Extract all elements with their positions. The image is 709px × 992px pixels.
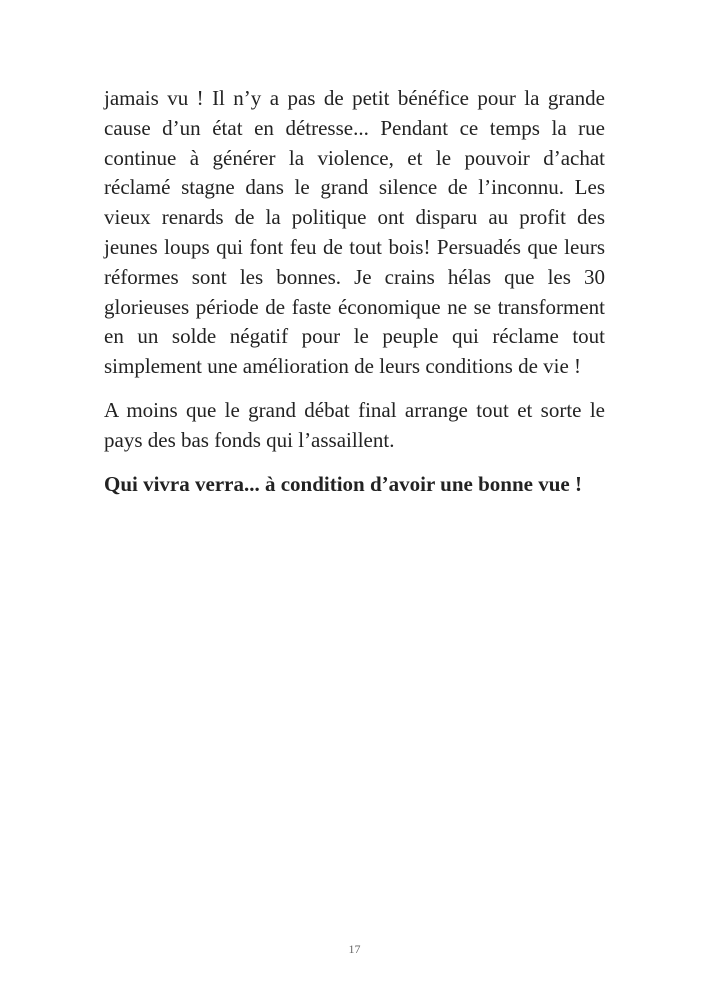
page-number: 17 <box>348 942 361 956</box>
paragraph-2: A moins que le grand débat final arrange tout et sorte le pays des bas fonds qui l’assaillent. <box>104 397 605 452</box>
closing-statement: Qui vivra verra... à condition d’avoir une bonne vue ! <box>104 471 582 496</box>
body-text <box>104 84 605 499</box>
paragraph-1: jamais vu ! Il n’y a pas de petit bénéfice pour la grande cause d’un état en détresse... Pendant ce temps la rue continue à générer la violence, et le pouvoir d’achat réclamé stagne dans le grand silence de l’inconnu. Les vieux renards de la politique ont disparu au profit des jeunes loups qui font feu de tout bois! Persuadés que leurs réformes sont les bonnes. Je crains hélas que les 30 glorieuses période de faste économique ne se transforment en un solde négatif pour le peuple qui réclame tout simplement une amélioration de leurs conditions de vie ! <box>104 86 605 379</box>
